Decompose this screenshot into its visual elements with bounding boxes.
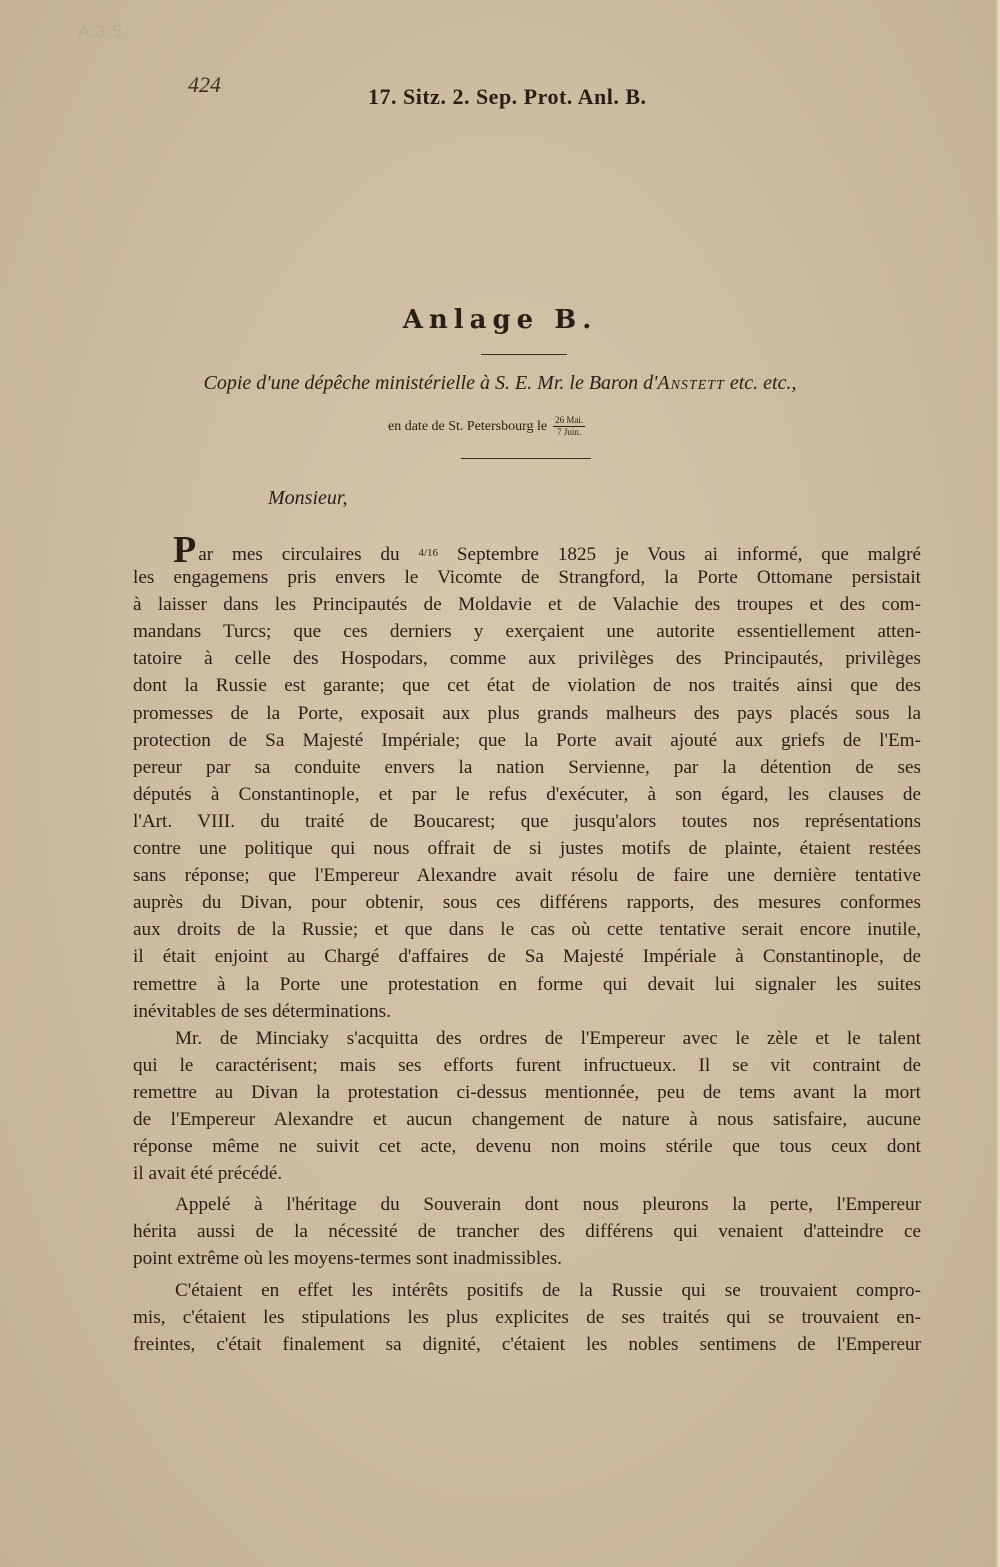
date-numerator: 26 Mai.	[555, 415, 584, 425]
paragraph-line: de l'Empereur Alexandre et aucun changement de nature à nous satisfaire, aucune	[133, 1108, 921, 1130]
salutation: Monsieur,	[268, 487, 348, 509]
paragraph-line: réponse même ne suivit cet acte, devenu non moins stérile que tous ceux dont	[133, 1136, 921, 1158]
paragraph-line: pereur par sa conduite envers la nation Servienne, par la détention de ses	[133, 756, 921, 778]
paragraph-line: freintes, c'était finalement sa dignité, c'étaient les nobles sentimens de l'Empereur	[133, 1333, 921, 1355]
drop-cap: P	[173, 537, 197, 565]
archive-stamp: A.3.5	[78, 22, 123, 41]
paragraph-line: à laisser dans les Principautés de Moldavie et de Valachie des troupes et des com-	[133, 594, 921, 616]
date-fraction	[553, 415, 585, 438]
page-edge	[994, 0, 1000, 1567]
dateline-text: en date de St. Petersbourg le	[388, 418, 548, 434]
paragraph-line: députés à Constantinople, et par le refus d'exécuter, à son égard, les clauses de	[133, 783, 921, 805]
paragraph-line: l'Art. VIII. du traité de Boucarest; que jusqu'alors toutes nos représentations	[133, 810, 921, 832]
paragraph-line: protection de Sa Majesté Impériale; que la Porte avait ajouté aux griefs de l'Em-	[133, 729, 921, 751]
paragraph-1-line-1	[133, 537, 921, 564]
paragraph-line: contre une politique qui nous offrait de si justes motifs de plainte, étaient restées	[133, 838, 921, 860]
date-fraction-sept: 4/16	[418, 547, 439, 559]
letter-body	[133, 537, 921, 1358]
subtitle-name: Anstett	[657, 372, 725, 394]
date-denominator: 7 Juin.	[557, 427, 582, 437]
paragraph-line: mis, c'étaient les stipulations les plus explicites de ses traités qui se trouvaient en-	[133, 1306, 921, 1328]
paragraph-line: il était enjoint au Chargé d'affaires de Sa Majesté Impériale à Constantinople, de	[133, 946, 921, 968]
paragraph-line: dont la Russie est garante; que cet état de violation de nos traités ainsi que des	[133, 675, 921, 697]
paragraph-line: les engagemens pris envers le Vicomte de Strangford, la Porte Ottomane persistait	[133, 567, 921, 589]
line-text: Septembre 1825 je Vous ai informé, que malgré	[456, 544, 921, 565]
paragraph-line: promesses de la Porte, exposait aux plus grands malheurs des pays placés sous la	[133, 702, 921, 724]
paragraph-line: sans réponse; que l'Empereur Alexandre avait résolu de faire une dernière tentative	[133, 865, 921, 887]
paragraph-line: inévitables de ses déterminations.	[133, 1000, 391, 1022]
dateline-divider	[461, 458, 591, 459]
paragraph-line: aux droits de la Russie; et que dans le cas où cette tentative serait encore inutile,	[133, 919, 921, 941]
page-title: Anlage B.	[402, 305, 598, 335]
paragraph-line: auprès du Divan, pour obtenir, sous ces différens rapports, des mesures conformes	[133, 892, 921, 914]
paragraph-line: il avait été précédé.	[133, 1163, 283, 1185]
paragraph-line: C'étaient en effet les intérêts positifs de la Russie qui se trouvaient compro-	[175, 1279, 921, 1301]
subtitle-prefix: Copie d'une dépêche ministérielle à S. E. Mr. le Baron d'	[203, 372, 658, 394]
paragraph-line: remettre au Divan la protestation ci-dessus mentionnée, peu de tems avant la mort	[133, 1081, 921, 1103]
title-divider	[481, 354, 567, 355]
running-header: 17. Sitz. 2. Sep. Prot. Anl. B.	[368, 84, 647, 109]
paragraph-line: mandans Turcs; que ces derniers y exerçaient une autorite essentiellement atten-	[133, 621, 921, 643]
paragraph-line: point extrême où les moyens-termes sont inadmissibles.	[133, 1248, 562, 1270]
line-text: ar mes circulaires du	[198, 544, 400, 565]
folio-number: 424	[188, 72, 221, 97]
paragraph-line: hérita aussi de la nécessité de trancher des différens qui venaient d'atteindre ce	[133, 1221, 921, 1243]
paragraph-line: Appelé à l'héritage du Souverain dont nous pleurons la perte, l'Empereur	[175, 1194, 921, 1216]
dateline	[388, 415, 585, 438]
paragraph-line: remettre à la Porte une protestation en forme qui devait lui signaler les suites	[133, 973, 921, 995]
paragraph-line: qui le caractérisent; mais ses efforts furent infructueux. Il se vit contraint de	[133, 1054, 921, 1076]
paragraph-line: Mr. de Minciaky s'acquitta des ordres de l'Empereur avec le zèle et le talent	[175, 1027, 921, 1049]
document-subtitle	[0, 372, 1000, 395]
subtitle-suffix: etc. etc.,	[724, 372, 797, 394]
paragraph-line: tatoire à celle des Hospodars, comme aux privilèges des Principautés, privilèges	[133, 648, 921, 670]
